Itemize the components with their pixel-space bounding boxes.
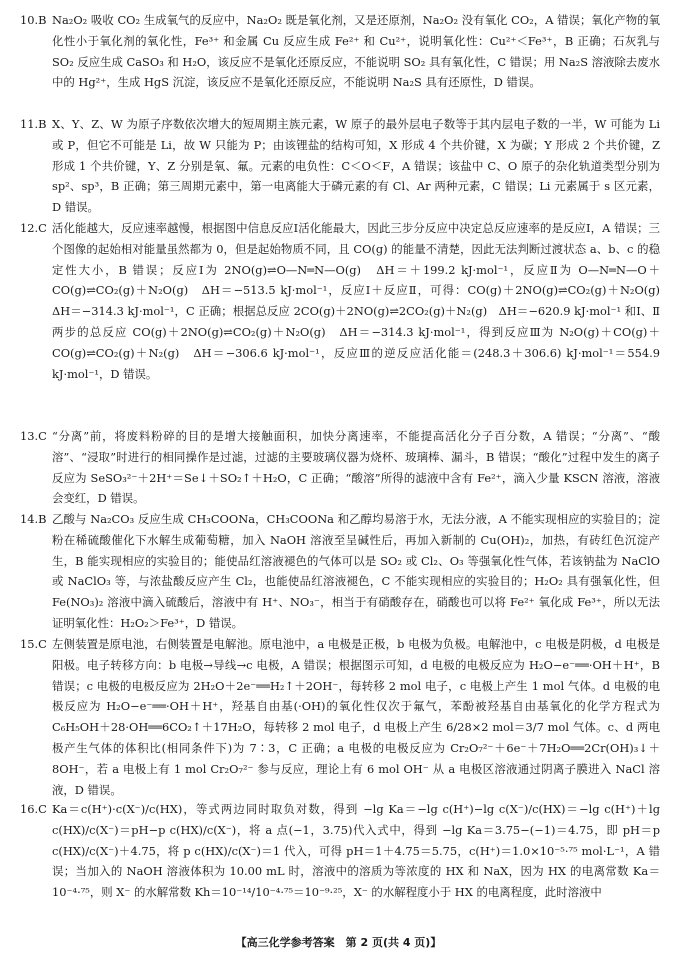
question-answer: C: [38, 802, 47, 816]
question-number: 13.: [20, 429, 39, 443]
question-number: 10.: [20, 13, 39, 27]
question-answer: B: [38, 117, 47, 131]
question-explanation: 左侧装置是原电池，右侧装置是电解池。原电池中，a 电极是正极，b 电极为负极。电解池中，c 电极是阴极，d 电极是阳极。电子转移方向：b 电极→导线→c 电极，A 错误；根据图示可知，d 电极的电极反应为 H₂O−e⁻══·OH＋H⁺，B 错误；c 电极的电极反应为 2H₂O＋2e⁻══H₂↑＋2OH⁻，每转移 2 mol 电子，c 电极上产生 1 mol 气体。d 电极的电极反应为 H₂O−e⁻══·OH＋H⁺，羟基自由基(·OH)的氧化性仅次于氟气，苯酚被羟基自由基氧化的化学方程式为 C₆H₅OH＋28·OH══6CO₂↑＋17H₂O，每转移 2 mol 电子，d 电极上产生 6/28×2 mol＝3/7 mol 气体。c、d 两电极产生气体的体积比(相同条件下)为 7∶3，C 正确；a 电极的电极反应为 Cr₂O₇²⁻＋6e⁻＋7H₂O══2Cr(OH)₃↓＋8OH⁻，若 a 电极上有 1 mol Cr₂O₇²⁻ 参与反应，理论上有 6 mol OH⁻ 从 a 电极区溶液通过阴离子膜进入 NaCl 溶液，D 错误。: [52, 637, 660, 797]
question-answer: C: [38, 221, 47, 235]
question-answer: C: [38, 429, 47, 443]
question-explanation: “分离”前，将废料粉碎的目的是增大接触面积，加快分离速率，不能提高活化分子百分数，A 错误；“分离”、“酸溶”、“浸取”时进行的相同操作是过滤，过滤的主要玻璃仪器为烧杯、玻璃棒、漏斗，B 错误；“酸化”过程中发生的离子反应为 SeSO₃²⁻＋2H⁺＝Se↓＋SO₂↑＋H₂O，C 正确；“酸溶”所得的滤液中含有 Fe²⁺，滴入少量 KSCN 溶液，溶液会变红，D 错误。: [52, 429, 660, 506]
question-answer: B: [38, 512, 47, 526]
question-explanation: Ka＝c(H⁺)·c(X⁻)/c(HX)，等式两边同时取负对数，得到 −lg Ka＝−lg c(H⁺)−lg c(X⁻)/c(HX)＝−lg c(H⁺)＋lg c(HX)/c(X⁻)＝pH−p c(HX)/c(X⁻)，将 a 点(−1，3.75)代入式中，得到 −lg Ka＝3.75−(−1)＝4.75，即 pH＝p c(HX)/c(X⁻)＋4.75，将 p c(HX)/c(X⁻)＝1 代入，可得 pH＝1＋4.75＝5.75，c(H⁺)＝1.0×10⁻⁵·⁷⁵ mol·L⁻¹，A 错误；当加入的 NaOH 溶液体积为 10.00 mL 时，溶液中的溶质为等浓度的 HX 和 NaX，因为 HX 的电离常数 Ka＝10⁻⁴·⁷⁵，则 X⁻ 的水解常数 Kh＝10⁻¹⁴/10⁻⁴·⁷⁵＝10⁻⁹·²⁵，X⁻ 的水解程度小于 HX 的电离程度，此时溶液中: [52, 802, 660, 900]
answer-list: [20, 10, 672, 964]
page-footer: 【高三化学参考答案 第 2 页(共 4 页)】: [235, 936, 442, 949]
question-11: [20, 114, 660, 218]
question-12: [20, 218, 672, 426]
question-number: 12.: [20, 221, 39, 235]
question-10: [20, 10, 660, 114]
question-number: 16.: [20, 802, 39, 816]
question-explanation: Na₂O₂ 吸收 CO₂ 生成氧气的反应中，Na₂O₂ 既是氧化剂，又是还原剂，Na₂O₂ 没有氧化 CO₂，A 错误；氧化产物的氧化性小于氧化剂的氧化性，Fe³⁺ 和金属 Cu 反应生成 Fe²⁺ 和 Cu²⁺，说明氧化性：Cu²⁺＜Fe³⁺，B 正确；石灰乳与 SO₂ 反应生成 CaSO₃ 和 H₂O，该反应不是氧化还原反应，不能说明 SO₂ 具有氧化性，C 错误；用 Na₂S 溶液除去废水中的 Hg²⁺，生成 HgS 沉淀，该反应不是氧化还原反应，不能说明 Na₂S 具有还原性，D 错误。: [52, 13, 660, 90]
question-14: [20, 509, 660, 634]
question-15: [20, 634, 660, 799]
question-answer: C: [38, 637, 47, 651]
question-explanation: 活化能越大，反应速率越慢，根据图中信息反应Ⅰ活化能最大，因此三步分反应中决定总反应速率的是反应Ⅰ，A 错误；三个图像的起始相对能量虽然都为 0，但是起始物质不同，且 CO(g) 的能量不清楚，因此无法判断过渡状态 a、b、c 的稳定性大小，B 错误；反应Ⅰ为 2NO(g)⇌O—N═N—O(g) ΔH＝＋199.2 kJ·mol⁻¹，反应Ⅱ为 O—N═N—O＋CO(g)⇌CO₂(g)＋N₂O(g) ΔH＝−513.5 kJ·mol⁻¹，反应Ⅰ＋反应Ⅱ，可得：CO(g)＋2NO(g)⇌CO₂(g)＋N₂O(g) ΔH＝−314.3 kJ·mol⁻¹，C 正确；根据总反应 2CO(g)＋2NO(g)⇌2CO₂(g)＋N₂(g) ΔH＝−620.9 kJ·mol⁻¹ 和Ⅰ、Ⅱ两步的总反应 CO(g)＋2NO(g)⇌CO₂(g)＋N₂O(g) ΔH＝−314.3 kJ·mol⁻¹，得到反应Ⅲ为 N₂O(g)＋CO(g)＋CO(g)⇌CO₂(g)＋N₂(g) ΔH＝−306.6 kJ·mol⁻¹，反应Ⅲ的逆反应活化能＝(248.3＋306.6) kJ·mol⁻¹＝554.9 kJ·mol⁻¹，D 错误。: [52, 221, 672, 381]
question-answer: B: [38, 13, 47, 27]
question-number: 14.: [20, 512, 39, 526]
question-explanation: 乙酸与 Na₂CO₃ 反应生成 CH₃COONa，CH₃COONa 和乙醇均易溶于水，无法分液，A 不能实现相应的实验目的；淀粉在稀硫酸催化下水解生成葡萄糖，加入 NaOH 溶液至呈碱性后，再加入新制的 Cu(OH)₂，加热，有砖红色沉淀产生，B 能实现相应的实验目的；能使品红溶液褪色的气体可以是 SO₂ 或 Cl₂、O₃ 等强氧化性气体，若该钠盐为 NaClO 或 NaClO₃ 等，与浓盐酸反应产生 Cl₂，也能使品红溶液褪色，C 不能实现相应的实验目的；H₂O₂ 具有强氧化性，但 Fe(NO₃)₂ 溶液中滴入硫酸后，溶液中有 H⁺、NO₃⁻，相当于有硝酸存在，硝酸也可以将 Fe²⁺ 氧化成 Fe³⁺，所以无法证明氧化性：H₂O₂＞Fe³⁺，D 错误。: [52, 512, 660, 630]
question-number: 11.: [20, 117, 39, 131]
question-number: 15.: [20, 637, 39, 651]
question-13: [20, 426, 660, 509]
question-explanation: X、Y、Z、W 为原子序数依次增大的短周期主族元素，W 原子的最外层电子数等于其内层电子数的一半，W 可能为 Li 或 P，但它不可能是 Li，故 W 只能为 P；由该锂盐的结构可知，X 形成 4 个共价键，X 为碳；Y 形成 2 个共价键，Z 形成 1 个共价键，Y、Z 分别是氧、氟。元素的电负性：C＜O＜F，A 错误；该盐中 C、O 原子的杂化轨道类型分别为 sp²、sp³，B 正确；第三周期元素中，第一电离能大于磷元素的有 Cl、Ar 两种元素，C 错误；Li 元素属于 s 区元素，D 错误。: [52, 117, 660, 215]
